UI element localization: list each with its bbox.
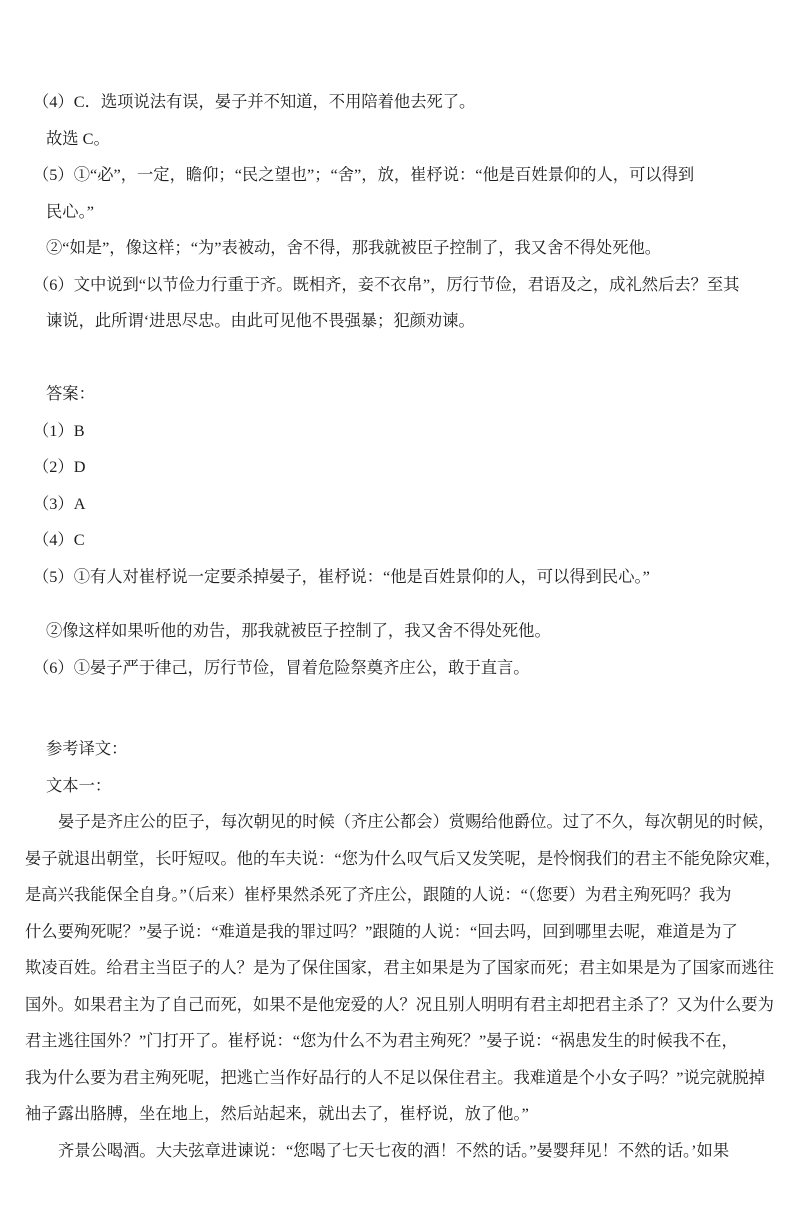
translation-line: 我为什么要为君主殉死呢，把逃亡当作好品行的人不足以保住君主。我难道是个小女子吗？”说完就脱掉 xyxy=(25,1067,765,1087)
answer-key-item-5-2: ②像这样如果听他的劝告，那我就被臣子控制了，我又舍不得处死他。 xyxy=(46,621,551,640)
translation-line: 什么要殉死呢？”晏子说：“难道是我的罪过吗？”跟随的人说：“回去吗，回到哪里去呢，难道是为了 xyxy=(25,921,738,941)
text-line-answer-5-part1: （5）①“必”，一定，瞻仰；“民之望也”；“舍”，放，崔杼说：“他是百姓景仰的人，可以得到 xyxy=(33,165,695,184)
translation-line: 是高兴我能保全自身。”（后来）崔杼果然杀死了齐庄公，跟随的人说：“（您要）为君主殉死吗？我为 xyxy=(25,885,732,904)
blank-line xyxy=(0,686,800,731)
answer-key-item-2: （2）D xyxy=(33,457,86,476)
text-line-answer-6-cont: 谏说，此所谓‘进思尽忠。由此可见他不畏强暴；犯颜劝谏。 xyxy=(46,311,475,330)
translation-line: 齐景公喝酒。大夫弦章进谏说：“您喝了七天七夜的酒！不然的话。”晏婴拜见！不然的话。’如果 xyxy=(58,1140,730,1160)
translation-line: 晏子是齐庄公的臣子，每次朝见的时候（齐庄公都会）赏赐给他爵位。过了不久，每次朝见的时候， xyxy=(58,812,775,831)
reference-translation-heading: 参考译文： xyxy=(46,739,128,758)
text-line-answer-4-explanation: （4）C．选项说法有误，晏子并不知道，不用陪着他去死了。 xyxy=(33,92,476,111)
answer-key-item-5-1: （5）①有人对崔杼说一定要杀掉晏子，崔杼说：“他是百姓景仰的人，可以得到民心。” xyxy=(33,566,650,586)
translation-line: 晏子就退出朝堂，长吁短叹。他的车夫说：“您为什么叹气后又发笑呢，是怜悯我们的君主不能免除灾难， xyxy=(25,848,782,868)
answer-key-item-6: （6）①晏子严于律己，厉行节俭，冒着危险祭奠齐庄公，敢于直言。 xyxy=(33,657,530,677)
blank-line xyxy=(0,340,800,377)
translation-line: 君主逃往国外？”门打开了。崔杼说：“您为什么不为君主殉死？”晏子说：“祸患发生的时候我不在， xyxy=(25,1031,738,1050)
answer-key-item-4: （4）C xyxy=(33,530,85,549)
translation-line: 国外。如果君主为了自己而死，如果不是他宠爱的人？况且别人明明有君主却把君主杀了？又为什么要为 xyxy=(25,994,774,1014)
text-line-answer-5-part1-cont: 民心。” xyxy=(46,201,94,221)
text-one-heading: 文本一： xyxy=(46,775,112,795)
answer-key-heading: 答案： xyxy=(46,384,95,403)
text-line-answer-4-choice: 故选 C。 xyxy=(46,128,110,148)
text-line-answer-6-explanation: （6）文中说到“以节俭力行重于齐。既相齐，妾不衣帛”，厉行节俭，君语及之，成礼然后去？至其 xyxy=(33,274,740,294)
answer-key-item-1: （1）B xyxy=(33,420,85,440)
answer-key-item-3: （3）A xyxy=(33,493,86,513)
translation-line: 袖子露出胳膊，坐在地上，然后站起来，就出去了，崔杼说，放了他。” xyxy=(25,1104,529,1123)
text-line-answer-5-part2: ②“如是”，像这样；“为”表被动，舍不得，那我就被臣子控制了，我又舍不得处死他。 xyxy=(46,238,662,257)
translation-line: 欺凌百姓。给君主当臣子的人？是为了保住国家，君主如果是为了国家而死；君主如果是为了国家而逃往 xyxy=(25,958,774,977)
half-blank-line xyxy=(0,595,800,613)
